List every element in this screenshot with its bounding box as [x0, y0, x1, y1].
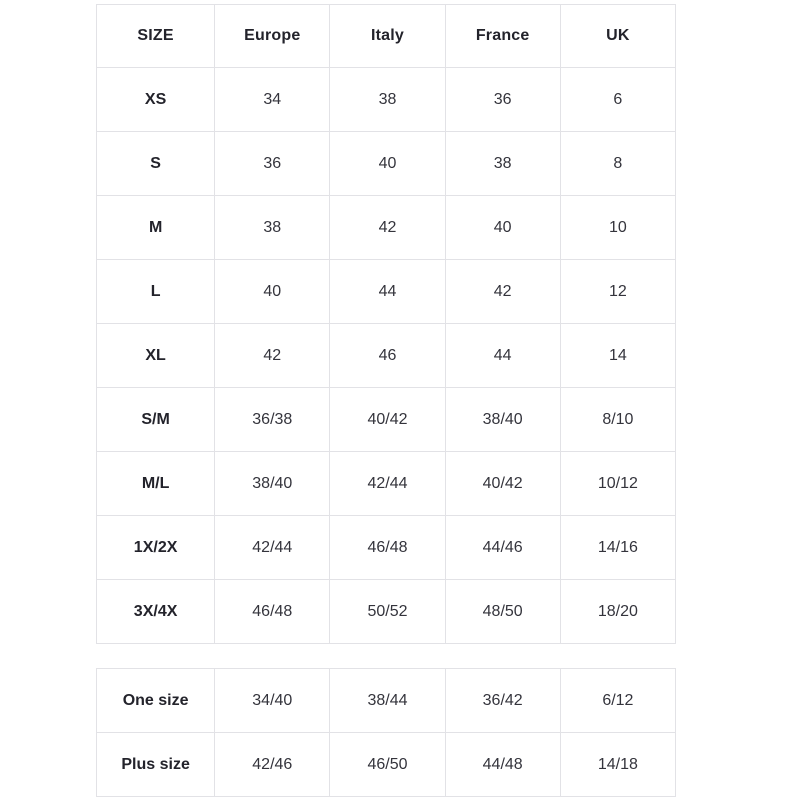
cell-italy: 42 [330, 196, 445, 260]
main-size-table-container [96, 4, 676, 644]
cell-uk: 8/10 [560, 388, 675, 452]
main-size-table [96, 4, 676, 644]
table-row [97, 260, 676, 324]
cell-uk: 8 [560, 132, 675, 196]
cell-italy: 46/48 [330, 516, 445, 580]
table-row [97, 68, 676, 132]
table-row [97, 669, 676, 733]
cell-france: 38/40 [445, 388, 560, 452]
column-header-size: SIZE [97, 5, 215, 68]
cell-uk: 14/16 [560, 516, 675, 580]
extra-size-table-container [96, 668, 676, 797]
row-label: M/L [97, 452, 215, 516]
cell-france: 44/48 [445, 733, 560, 797]
column-header-uk: UK [560, 5, 675, 68]
row-label: XS [97, 68, 215, 132]
cell-france: 44/46 [445, 516, 560, 580]
row-label: S/M [97, 388, 215, 452]
cell-italy: 46 [330, 324, 445, 388]
cell-france: 44 [445, 324, 560, 388]
cell-europe: 34/40 [215, 669, 330, 733]
cell-france: 40 [445, 196, 560, 260]
cell-europe: 42/46 [215, 733, 330, 797]
cell-europe: 36 [215, 132, 330, 196]
cell-europe: 46/48 [215, 580, 330, 644]
row-label: 3X/4X [97, 580, 215, 644]
row-label: One size [97, 669, 215, 733]
cell-france: 36/42 [445, 669, 560, 733]
table-header-row [97, 5, 676, 68]
table-row [97, 388, 676, 452]
cell-italy: 46/50 [330, 733, 445, 797]
cell-italy: 40 [330, 132, 445, 196]
cell-uk: 10/12 [560, 452, 675, 516]
row-label: XL [97, 324, 215, 388]
cell-europe: 36/38 [215, 388, 330, 452]
cell-italy: 38/44 [330, 669, 445, 733]
cell-uk: 14/18 [560, 733, 675, 797]
table-row [97, 733, 676, 797]
table-row [97, 516, 676, 580]
row-label: Plus size [97, 733, 215, 797]
table-row [97, 132, 676, 196]
cell-uk: 14 [560, 324, 675, 388]
cell-italy: 38 [330, 68, 445, 132]
cell-italy: 40/42 [330, 388, 445, 452]
row-label: L [97, 260, 215, 324]
cell-france: 42 [445, 260, 560, 324]
cell-uk: 12 [560, 260, 675, 324]
table-row [97, 580, 676, 644]
row-label: M [97, 196, 215, 260]
cell-uk: 10 [560, 196, 675, 260]
table-row [97, 324, 676, 388]
cell-uk: 18/20 [560, 580, 675, 644]
table-row [97, 196, 676, 260]
column-header-italy: Italy [330, 5, 445, 68]
table-body [97, 669, 676, 797]
cell-europe: 42/44 [215, 516, 330, 580]
cell-europe: 38 [215, 196, 330, 260]
table-body [97, 68, 676, 644]
row-label: 1X/2X [97, 516, 215, 580]
table-header [97, 5, 676, 68]
cell-europe: 42 [215, 324, 330, 388]
cell-france: 40/42 [445, 452, 560, 516]
cell-italy: 44 [330, 260, 445, 324]
cell-italy: 42/44 [330, 452, 445, 516]
cell-france: 38 [445, 132, 560, 196]
extra-size-table [96, 668, 676, 797]
cell-italy: 50/52 [330, 580, 445, 644]
cell-france: 36 [445, 68, 560, 132]
cell-europe: 40 [215, 260, 330, 324]
table-row [97, 452, 676, 516]
cell-france: 48/50 [445, 580, 560, 644]
cell-uk: 6 [560, 68, 675, 132]
cell-europe: 38/40 [215, 452, 330, 516]
cell-uk: 6/12 [560, 669, 675, 733]
row-label: S [97, 132, 215, 196]
column-header-europe: Europe [215, 5, 330, 68]
column-header-france: France [445, 5, 560, 68]
cell-europe: 34 [215, 68, 330, 132]
